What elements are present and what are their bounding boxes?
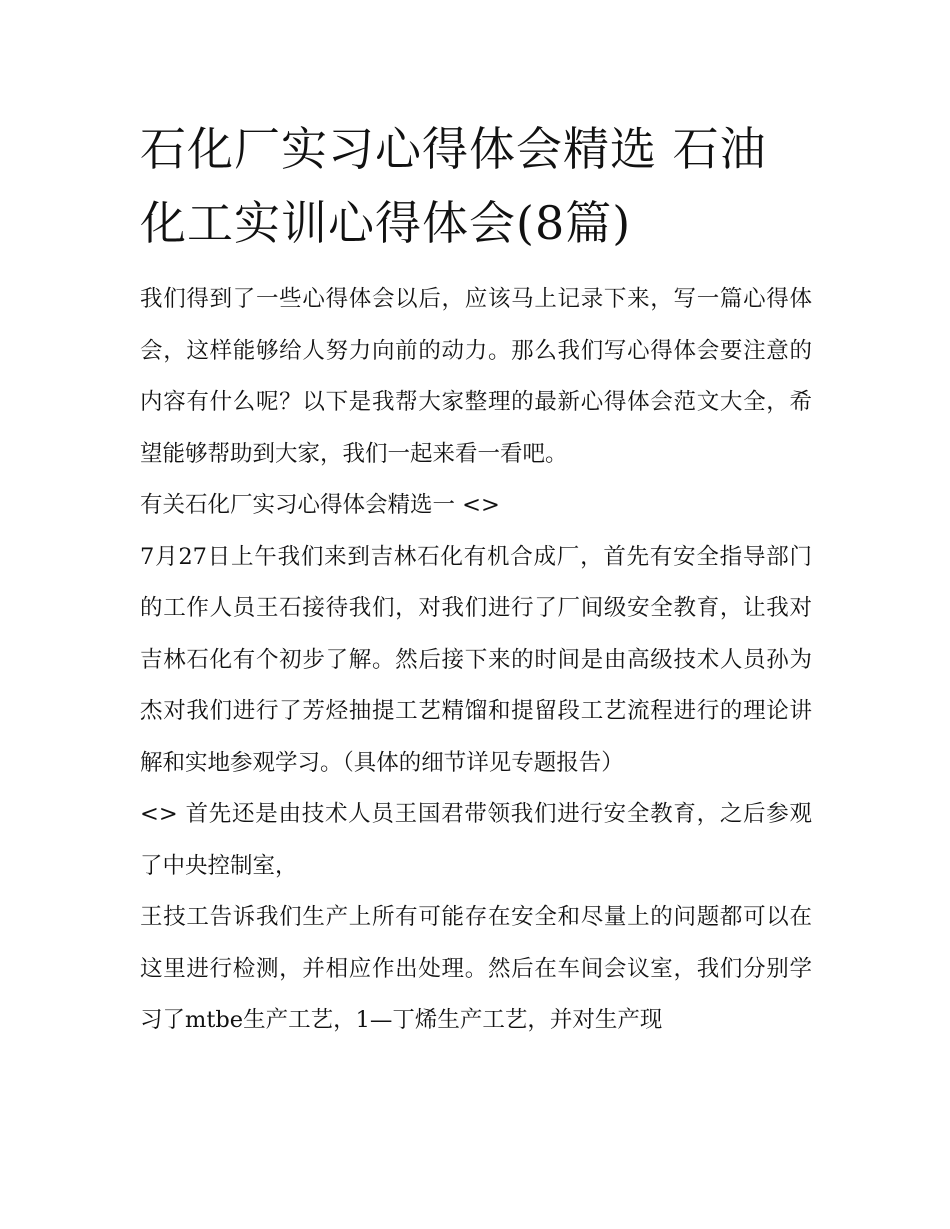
intro-paragraph: 我们得到了一些心得体会以后，应该马上记录下来，写一篇心得体会，这样能够给人努力向前的动力。那么我们写心得体会要注意的内容有什么呢？以下是我帮大家整理的最新心得体会范文大全，希望能够帮助到大家，我们一起来看一看吧。 <box>140 286 812 467</box>
body-paragraph: <> 首先还是由技术人员王国君带领我们进行安全教育，之后参观了中央控制室， <box>140 801 812 879</box>
body-paragraph: 7月27日上午我们来到吉林石化有机合成厂，首先有安全指导部门的工作人员王石接待我们，对我们进行了厂间级安全教育，让我对吉林石化有个初步了解。然后接下来的时间是由高级技术人员孙为杰对我们进行了芳烃抽提工艺精馏和提留段工艺流程进行的理论讲解和实地参观学习。（具体的细节详见专题报告） <box>140 543 812 776</box>
document-body <box>140 112 812 1047</box>
section-heading: 有关石化厂实习心得体会精选一 <> <box>140 492 500 518</box>
body-paragraph: 王技工告诉我们生产上所有可能存在安全和尽量上的问题都可以在这里进行检测，并相应作出处理。然后在车间会议室，我们分别学习了mtbe生产工艺，1—丁烯生产工艺，并对生产现 <box>140 904 812 1033</box>
document-title: 石化厂实习心得体会精选 石油化工实训心得体会(8篇) <box>140 122 767 250</box>
